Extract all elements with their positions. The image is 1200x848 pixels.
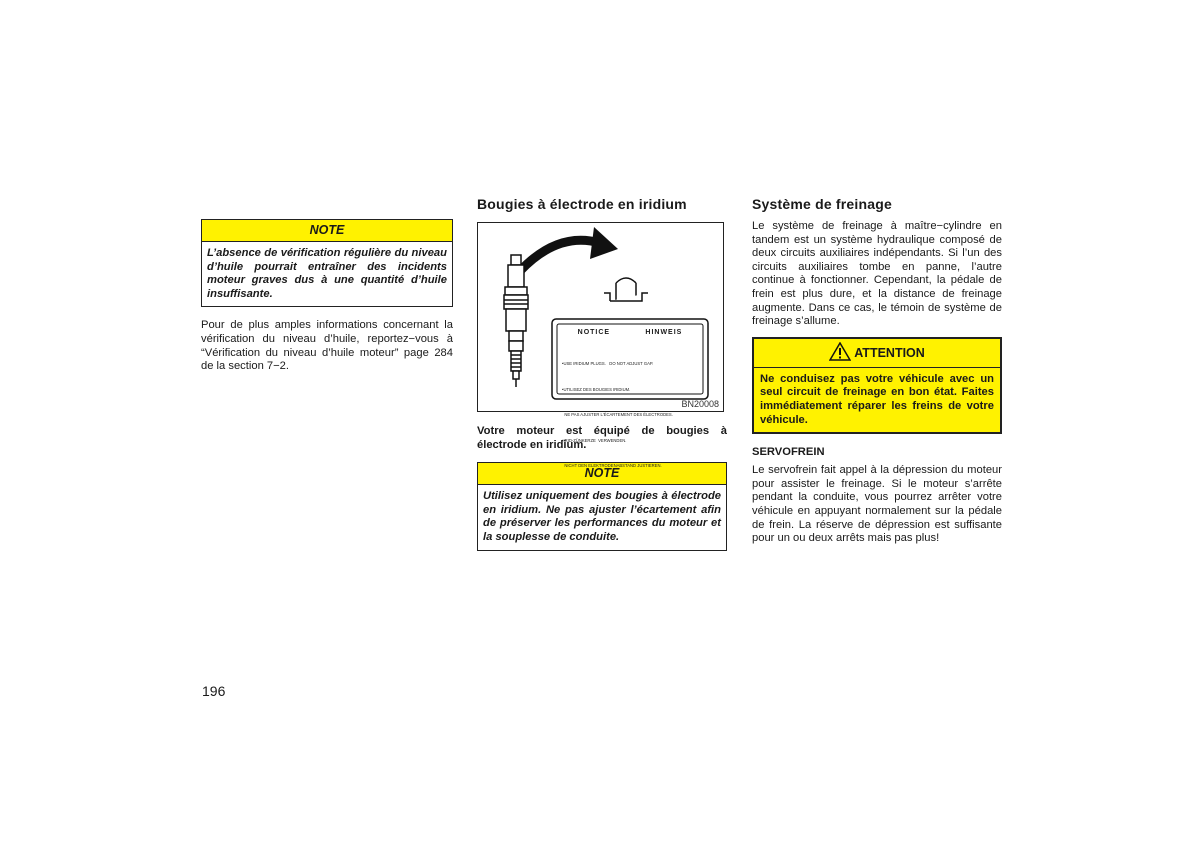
attention-box	[752, 337, 1002, 434]
notice-line: •UTILISEZ DES BOUGIES IRIDIUM.	[562, 386, 631, 392]
page-number: 196	[202, 683, 226, 699]
column-middle	[477, 196, 727, 551]
attention-text: Ne conduisez pas votre véhicule avec un seul circuit de freinage en bon état. Faites immédiatement réparer les freins de votre véhicule.	[754, 368, 1000, 432]
notice-line: •IRID-ZÜNKERZE VERWENDEN.	[562, 437, 627, 443]
notice-title-left: NOTICE	[577, 329, 611, 336]
column-right	[752, 196, 1002, 546]
plug-cap-icon	[604, 278, 648, 301]
notice-line: NICHT DEN ELEKTRODENABSTAND JUSTIEREN.	[562, 463, 662, 468]
note-box-oil	[201, 219, 453, 307]
notice-title-right: HINWEIS	[645, 329, 683, 336]
notice-line: •USE IRIDIUM PLUGS. DO NOT ADJUST GAP.	[562, 361, 654, 366]
column-left	[201, 219, 453, 374]
note-box-text: L’absence de vérification régulière du niveau d’huile pourrait entraîner des incidents moteur graves dus à une quantité d’huile insuffisante.	[207, 247, 447, 300]
notice-line: NE PAS AJUSTER L'ÉCARTEMENT DES ÉLECTRODES.	[562, 412, 673, 417]
oil-check-paragraph: Pour de plus amples informations concernant la vérification du niveau d’huile, reportez−vous à “Vérification du niveau d’huile moteur” page 284 de la section 7−2.	[201, 319, 453, 373]
iridium-paragraph: Votre moteur est équipé de bougies à électrode en iridium.	[477, 425, 727, 451]
section-heading-iridium: Bougies à électrode en iridium	[477, 196, 687, 212]
note-box-title: NOTE	[202, 220, 452, 242]
attention-title: ATTENTION	[854, 345, 925, 360]
notice-label-title	[560, 329, 700, 336]
note-box-title: NOTE	[478, 463, 726, 485]
attention-box-header	[754, 339, 1000, 368]
spark-plug-icon	[504, 255, 528, 387]
servofrein-subheading: SERVOFREIN	[752, 446, 825, 459]
servofrein-paragraph: Le servofrein fait appel à la dépression du moteur pour assister le freinage. Si le moteur s’arrête pendant la conduite, vous pourrez arrêter votre véhicule en appuyant normalement sur la pédale de frein. La réserve de dépression est suffisante pour un ou deux arrêts mais pas plus!	[752, 464, 1002, 545]
section-heading-braking: Système de freinage	[752, 196, 892, 212]
arrow-head-icon	[590, 227, 618, 259]
figure-code: BN20008	[681, 399, 719, 409]
warning-triangle-icon	[829, 342, 851, 361]
arrow-icon	[520, 240, 600, 271]
note-box-text: Utilisez uniquement des bougies à électrode en iridium. Ne pas ajuster l’écartement afin de préserver les performances du moteur et la souplesse de conduite.	[483, 490, 721, 543]
notice-label-lines	[562, 343, 702, 488]
braking-paragraph: Le système de freinage à maître−cylindre en tandem est un système hydraulique composé de deux circuits auxiliaires indépendants. Si l’un des circuits auxiliaires tombe en panne, l’autre continue à fonctionner. Cependant, la pédale de frein est plus dure, et la distance de freinage augmente. Dans ce cas, le témoin de système de freinage s’allume.	[752, 220, 1002, 328]
